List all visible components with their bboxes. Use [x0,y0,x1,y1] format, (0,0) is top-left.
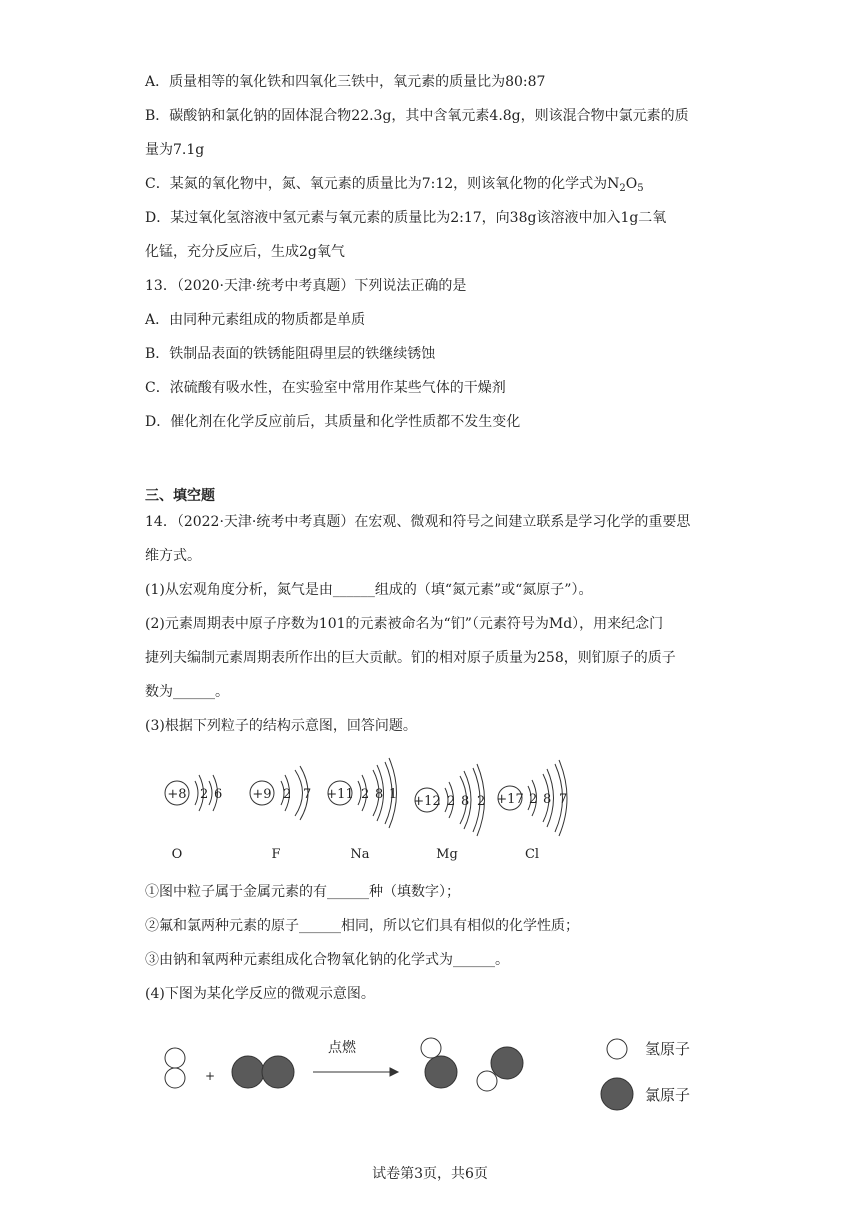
nucleus-charge: +8 [167,787,187,802]
q12-option-d-line1: D．某过氧化氢溶液中氢元素与氧元素的质量比为2:17，向38g该溶液中加入1g二氧 [145,210,667,226]
atom-label: F [271,847,281,862]
electron-count: 2 [447,794,456,809]
q13-option-d: D．催化剂在化学反应前后，其质量和化学性质都不发生变化 [145,414,521,430]
q14-part2-line3: 数为______。 [145,684,229,700]
legend-chlorine-label: 氯原子 [645,1086,691,1104]
atom-label: Cl [524,847,540,862]
electron-count: 2 [529,792,538,807]
reaction-condition: 点燃 [328,1040,356,1056]
page-footer: 试卷第3页，共6页 [372,1166,488,1182]
oxygen-symbol: O [625,176,638,192]
electron-count: 7 [303,787,312,802]
q12-option-b-line2: 量为7.1g [145,142,205,158]
hydrogen-atom [165,1068,185,1088]
electron-count: 8 [543,792,552,807]
nucleus-charge: +9 [252,787,272,802]
q14-sub3: ③由钠和氧两种元素组成化合物氧化钠的化学式为______。 [145,952,509,968]
chlorine-atom [491,1047,523,1079]
electron-count: 7 [559,792,568,807]
q14-part1: (1)从宏观角度分析，氮气是由______组成的（填“氮元素”或“氮原子”）。 [145,582,593,598]
q12-option-d-line2: 化锰，充分反应后，生成2g氧气 [145,244,345,260]
electron-count: 2 [200,787,209,802]
nucleus-charge: +17 [496,792,524,807]
legend-hydrogen-label: 氢原子 [645,1040,691,1058]
electron-count: 1 [389,787,398,802]
q14-part2-line1: (2)元素周期表中原子序数为101的元素被命名为“钔”（元素符号为Md），用来纪念门 [145,616,664,632]
q14-part2-line2: 捷列夫编制元素周期表所作出的巨大贡献。钔的相对原子质量为258，则钔原子的质子 [145,650,676,666]
atom-label: Na [350,847,370,862]
electron-count: 8 [375,787,384,802]
electron-count: 2 [477,794,486,809]
chlorine-atom [425,1056,457,1088]
subscript: 5 [637,183,644,194]
q14-stem-line1: 14．（2022·天津·统考中考真题）在宏观、微观和符号之间建立联系是学习化学的重要思 [145,514,691,530]
q14-part4: (4)下图为某化学反应的微观示意图。 [145,986,375,1002]
q13-option-c: C．浓硫酸有吸水性，在实验室中常用作某些气体的干燥剂 [145,380,506,396]
atom-label: O [171,847,183,862]
plus-sign: + [205,1069,216,1083]
legend-chlorine-icon [601,1078,633,1110]
atom-structure-diagrams [155,748,605,866]
chlorine-atom [232,1056,264,1088]
chlorine-atom [262,1056,294,1088]
electron-count: 2 [361,787,370,802]
q14-part3: (3)根据下列粒子的结构示意图，回答问题。 [145,718,417,734]
arrow-head [390,1068,398,1076]
nucleus-charge: +12 [413,794,441,809]
subscript: 2 [619,183,626,194]
q13-stem: 13．（2020·天津·统考中考真题）下列说法正确的是 [145,278,467,294]
atom-label: Mg [436,847,458,862]
q12-option-c-text: C．某氮的氧化物中，氮、氧元素的质量比为7:12，则该氧化物的化学式为N [145,176,620,192]
electron-count: 6 [214,787,223,802]
electron-count: 8 [461,794,470,809]
q13-option-b: B．铁制品表面的铁锈能阻碍里层的铁继续锈蚀 [145,346,436,362]
q14-stem-line2: 维方式。 [145,548,201,564]
q13-option-a: A．由同种元素组成的物质都是单质 [145,312,366,328]
legend-hydrogen-icon [607,1039,627,1059]
section-title: 三、填空题 [145,488,215,504]
hydrogen-atom [421,1038,441,1058]
electron-count: 2 [283,787,292,802]
nucleus-charge: +11 [326,787,354,802]
q12-option-b-line1: B．碳酸钠和氯化钠的固体混合物22.3g，其中含氧元素4.8g，则该混合物中氯元素的质 [145,108,689,124]
reaction-diagram [150,1030,750,1130]
hydrogen-atom [477,1071,497,1091]
q12-option-a: A．质量相等的氧化铁和四氧化三铁中，氧元素的质量比为80:87 [145,74,546,90]
q14-sub2: ②氟和氯两种元素的原子______相同，所以它们具有相似的化学性质； [145,918,579,934]
q14-sub1: ①图中粒子属于金属元素的有______种（填数字）； [145,884,460,900]
q12-option-c [145,174,644,199]
hydrogen-atom [165,1048,185,1068]
